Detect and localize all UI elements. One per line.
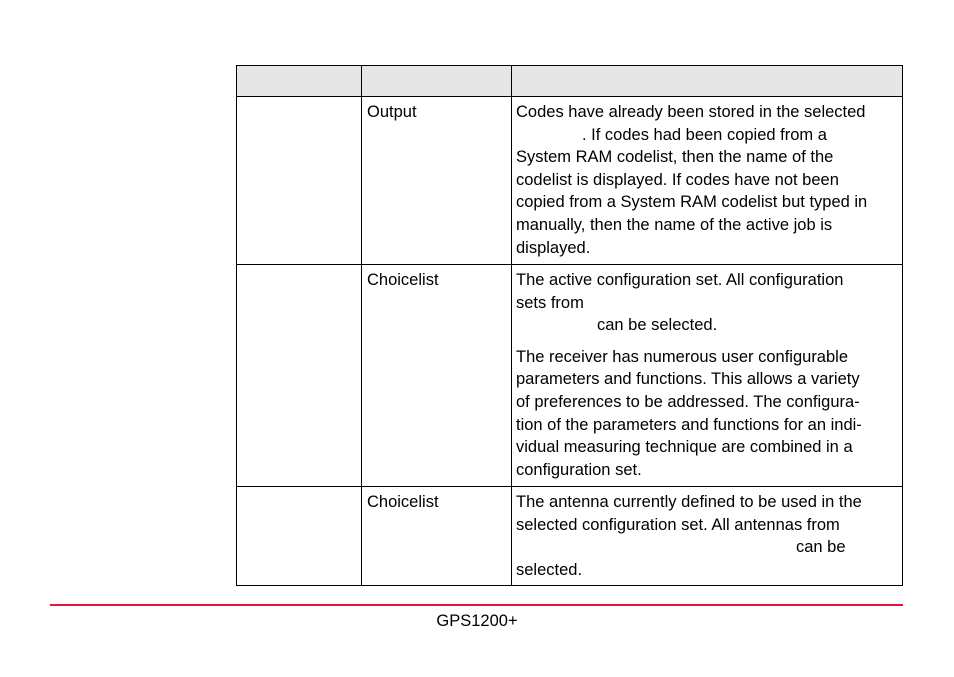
- table-row: [237, 265, 902, 487]
- desc-line: copied from a System RAM codelist but typed in: [516, 193, 868, 212]
- header-option: [362, 66, 512, 96]
- footer-rule: [50, 604, 903, 606]
- table-row: [237, 97, 902, 265]
- option-cell: Choicelist: [362, 487, 512, 585]
- desc-line: codelist is displayed. If codes have not been: [516, 170, 839, 189]
- description-cell: [512, 265, 902, 486]
- desc-line: vidual measuring technique are combined in a: [516, 438, 853, 457]
- option-cell: Output: [362, 97, 512, 264]
- desc-line: selected configuration set. All antennas from: [516, 515, 840, 534]
- header-field: [237, 66, 362, 96]
- option-cell: Choicelist: [362, 265, 512, 486]
- desc-line: System RAM codelist, then the name of the: [516, 148, 834, 167]
- desc-line: selected.: [516, 560, 583, 579]
- field-cell: [237, 265, 362, 486]
- desc-line: configuration set.: [516, 460, 642, 479]
- desc-line: The antenna currently defined to be used in the: [516, 493, 862, 511]
- desc-line: can be selected.: [597, 316, 718, 335]
- desc-line: The receiver has numerous user configurable: [516, 347, 849, 366]
- desc-line: of preferences to be addressed. The configura-: [516, 392, 860, 411]
- desc-line: tion of the parameters and functions for an indi-: [516, 415, 862, 434]
- desc-line: sets from: [516, 293, 584, 312]
- desc-line: displayed.: [516, 238, 591, 257]
- desc-line: parameters and functions. This allows a variety: [516, 370, 860, 389]
- field-cell: [237, 487, 362, 585]
- field-cell: [237, 97, 362, 264]
- footer-product-name: GPS1200+: [436, 612, 518, 630]
- desc-line: manually, then the name of the active job is: [516, 215, 833, 234]
- description-cell: [512, 97, 902, 264]
- desc-line: Codes have already been stored in the selected: [516, 103, 866, 121]
- desc-line: The active configuration set. All configuration: [516, 271, 844, 289]
- parameter-table: [236, 65, 903, 586]
- table-row: [237, 487, 902, 585]
- table-header: [237, 66, 902, 97]
- header-description: [512, 66, 902, 96]
- description-cell: [512, 487, 902, 585]
- desc-line: can be: [796, 538, 846, 557]
- desc-line: . If codes had been copied from a: [582, 125, 827, 144]
